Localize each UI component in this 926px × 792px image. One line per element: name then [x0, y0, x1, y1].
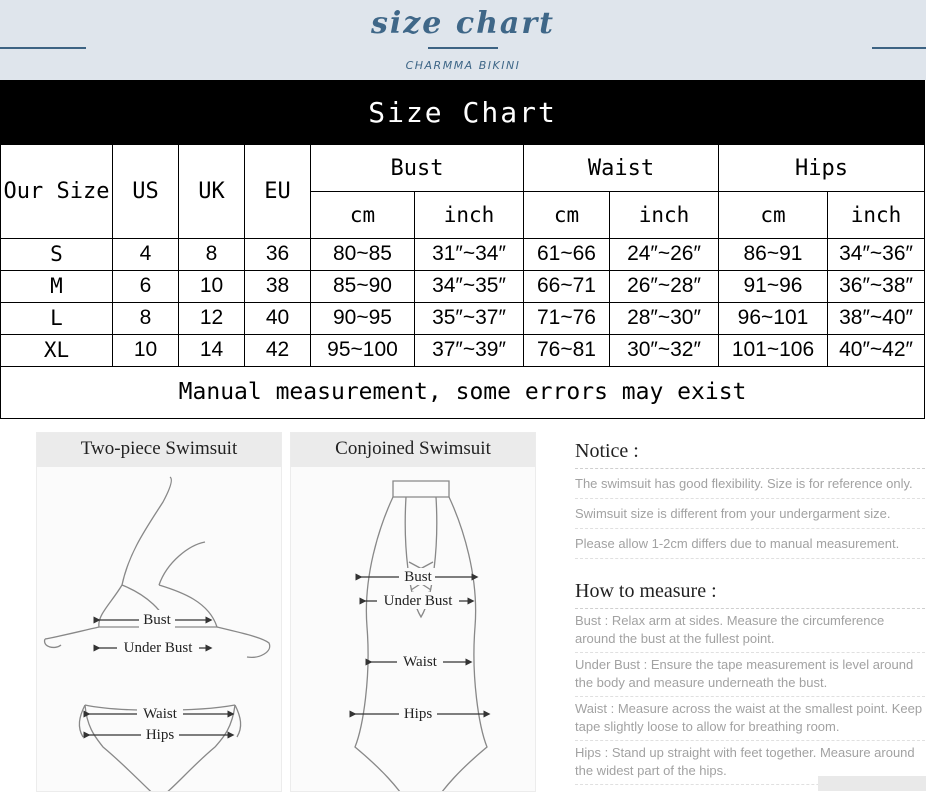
unit-waist-cm: cm — [524, 192, 610, 239]
notice-item: Please allow 1-2cm differs due to manual measurement. — [575, 529, 925, 559]
banner-title: size chart — [370, 6, 556, 41]
unit-hips-inch: inch — [828, 192, 925, 239]
cell-size: M — [1, 270, 113, 302]
cell-hips-cm: 96~101 — [719, 302, 828, 334]
bust-label: Bust — [404, 569, 432, 585]
cell-size: S — [1, 239, 113, 270]
cell-bust-cm: 80~85 — [311, 239, 415, 270]
notice-item: The swimsuit has good flexibility. Size is for reference only. — [575, 469, 925, 499]
cell-eu: 42 — [245, 334, 311, 366]
banner-rule-left — [0, 47, 86, 49]
unit-bust-cm: cm — [311, 192, 415, 239]
unit-waist-inch: inch — [610, 192, 719, 239]
header-banner — [0, 0, 926, 80]
cell-uk: 12 — [179, 302, 245, 334]
cell-hips-inch: 34″~36″ — [828, 239, 925, 270]
header-eu: EU — [245, 145, 311, 239]
cell-hips-inch: 40″~42″ — [828, 334, 925, 366]
two-piece-title: Two-piece Swimsuit — [37, 433, 281, 467]
cell-bust-cm: 85~90 — [311, 270, 415, 302]
table-row — [1, 239, 925, 270]
cell-eu: 36 — [245, 239, 311, 270]
cell-waist-inch: 24″~26″ — [610, 239, 719, 270]
corner-overlay — [818, 776, 926, 791]
how-to-item: Waist : Measure across the waist at the smallest point. Keep tape slightly loose to allow for breathing room. — [575, 697, 925, 741]
how-to-item: Bust : Relax arm at sides. Measure the circumference around the bust at the fullest point. — [575, 609, 925, 653]
banner-rule-right — [872, 47, 926, 49]
cell-us: 10 — [113, 334, 179, 366]
under-bust-label: Under Bust — [123, 640, 193, 656]
notice-list — [575, 469, 925, 559]
hips-label: Hips — [403, 706, 433, 722]
header-waist: Waist — [524, 145, 719, 192]
cell-waist-cm: 61~66 — [524, 239, 610, 270]
cell-size: XL — [1, 334, 113, 366]
two-piece-diagram — [36, 432, 282, 792]
brand-name: CHARMMA BIKINI — [405, 59, 521, 72]
cell-waist-cm: 76~81 — [524, 334, 610, 366]
how-to-measure-section — [575, 580, 925, 785]
cell-waist-inch: 28″~30″ — [610, 302, 719, 334]
cell-uk: 14 — [179, 334, 245, 366]
banner-rule-center — [428, 47, 498, 49]
notice-title: Notice : — [575, 440, 925, 469]
how-to-item: Hips : Stand up straight with feet together. Measure around the widest part of the hips. — [575, 741, 925, 785]
notice-section — [575, 440, 925, 785]
cell-waist-cm: 71~76 — [524, 302, 610, 334]
cell-bust-inch: 31″~34″ — [415, 239, 524, 270]
cell-hips-inch: 38″~40″ — [828, 302, 925, 334]
cell-waist-inch: 30″~32″ — [610, 334, 719, 366]
header-uk: UK — [179, 145, 245, 239]
header-bust: Bust — [311, 145, 524, 192]
cell-hips-cm: 101~106 — [719, 334, 828, 366]
waist-label: Waist — [143, 706, 177, 722]
conjoined-diagram — [290, 432, 536, 792]
unit-bust-inch: inch — [415, 192, 524, 239]
cell-uk: 8 — [179, 239, 245, 270]
table-title: Size Chart — [1, 81, 925, 145]
cell-bust-inch: 34″~35″ — [415, 270, 524, 302]
header-our-size: Our Size — [1, 145, 113, 239]
bikini-top-outline — [45, 477, 270, 657]
notice-item: Swimsuit size is different from your undergarment size. — [575, 499, 925, 529]
how-to-item: Under Bust : Ensure the tape measurement is level around the body and measure underneath the bust. — [575, 653, 925, 697]
cell-eu: 40 — [245, 302, 311, 334]
header-hips: Hips — [719, 145, 925, 192]
cell-size: L — [1, 302, 113, 334]
under-bust-label: Under Bust — [383, 593, 453, 609]
table-row — [1, 270, 925, 302]
cell-bust-cm: 95~100 — [311, 334, 415, 366]
header-us: US — [113, 145, 179, 239]
cell-bust-inch: 37″~39″ — [415, 334, 524, 366]
table-row — [1, 302, 925, 334]
cell-uk: 10 — [179, 270, 245, 302]
how-to-measure-title: How to measure : — [575, 580, 925, 609]
swimsuit-outline — [355, 481, 487, 791]
size-chart-table — [0, 80, 925, 419]
conjoined-title: Conjoined Swimsuit — [291, 433, 535, 467]
measurement-note: Manual measurement, some errors may exist — [1, 366, 925, 418]
cell-hips-cm: 86~91 — [719, 239, 828, 270]
two-piece-illustration — [37, 467, 281, 791]
unit-hips-cm: cm — [719, 192, 828, 239]
cell-waist-inch: 26″~28″ — [610, 270, 719, 302]
cell-us: 8 — [113, 302, 179, 334]
cell-eu: 38 — [245, 270, 311, 302]
bust-label: Bust — [143, 612, 171, 628]
cell-hips-cm: 91~96 — [719, 270, 828, 302]
waist-label: Waist — [403, 654, 437, 670]
table-row — [1, 334, 925, 366]
hips-label: Hips — [145, 727, 175, 743]
cell-bust-cm: 90~95 — [311, 302, 415, 334]
cell-waist-cm: 66~71 — [524, 270, 610, 302]
cell-hips-inch: 36″~38″ — [828, 270, 925, 302]
cell-bust-inch: 35″~37″ — [415, 302, 524, 334]
conjoined-illustration — [291, 467, 535, 791]
cell-us: 6 — [113, 270, 179, 302]
cell-us: 4 — [113, 239, 179, 270]
how-to-list — [575, 609, 925, 785]
